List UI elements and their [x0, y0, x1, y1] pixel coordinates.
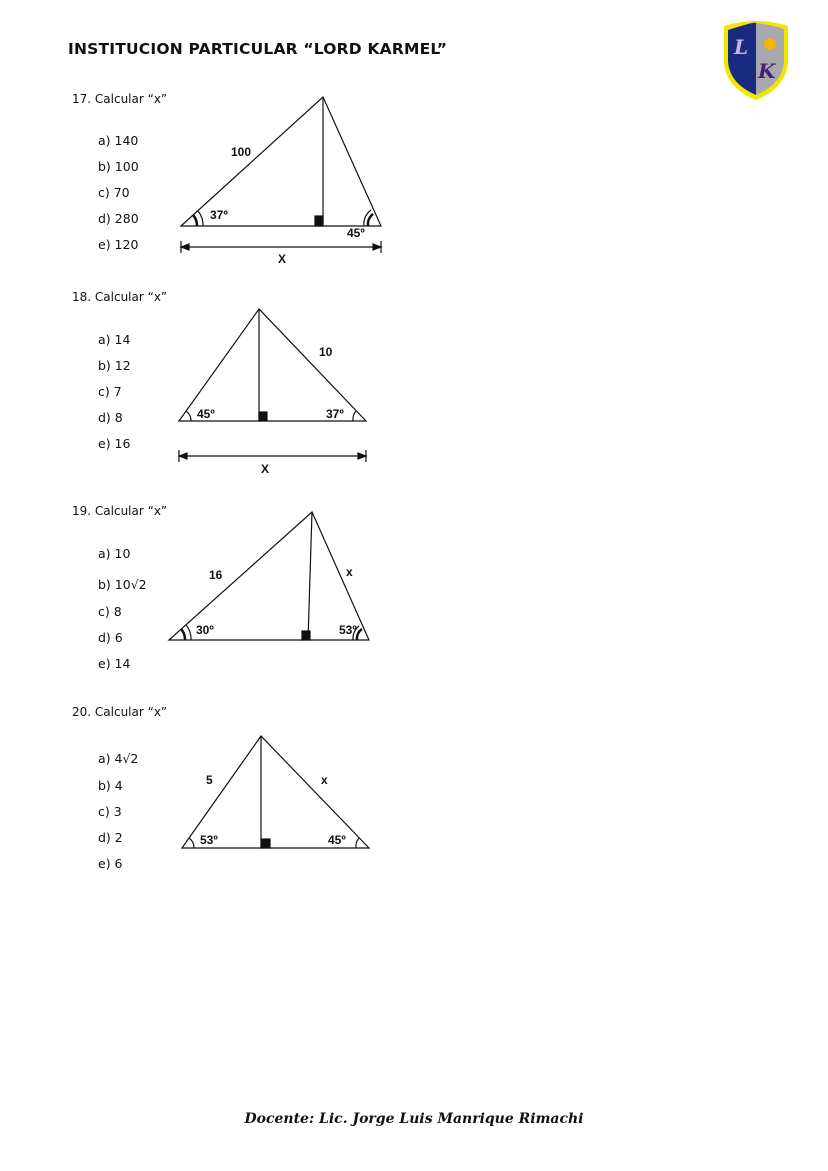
option: d) 280	[98, 211, 139, 226]
option: d) 6	[98, 630, 123, 645]
base-label: X	[261, 462, 270, 476]
question-18-label: 18. Calcular “x”	[72, 290, 168, 304]
angle-right-label: 37º	[326, 407, 344, 421]
option: b) 4	[98, 778, 123, 793]
option: c) 70	[98, 185, 130, 200]
side-label: 100	[231, 145, 252, 159]
angle-left-label: 45º	[197, 407, 215, 421]
question-20-label: 20. Calcular “x”	[72, 705, 168, 719]
option: b) 12	[98, 358, 131, 373]
side-x-label: x	[321, 773, 328, 787]
angle-right-label: 53º	[339, 623, 357, 637]
triangle-17	[181, 97, 381, 266]
angle-left-label: 37º	[210, 208, 228, 222]
question-17-label: 17. Calcular “x”	[72, 92, 168, 106]
side-label: 16	[209, 568, 223, 582]
triangle-19	[169, 512, 369, 640]
option: d) 2	[98, 830, 123, 845]
option: e) 120	[98, 237, 139, 252]
option: e) 14	[98, 656, 131, 671]
option: c) 3	[98, 804, 122, 819]
triangle-18	[179, 309, 366, 476]
option: c) 8	[98, 604, 122, 619]
option: a) 10	[98, 546, 131, 561]
base-label: X	[278, 252, 287, 266]
angle-left-label: 30º	[196, 623, 214, 637]
option: e) 16	[98, 436, 131, 451]
option: a) 140	[98, 133, 139, 148]
side-label: 10	[319, 345, 333, 359]
option: b) 100	[98, 159, 139, 174]
option: e) 6	[98, 856, 123, 871]
question-19-label: 19. Calcular “x”	[72, 504, 168, 518]
option: c) 7	[98, 384, 122, 399]
angle-left-label: 53º	[200, 833, 218, 847]
svg-text:K: K	[758, 59, 776, 83]
side-x-label: x	[346, 565, 353, 579]
option: a) 14	[98, 332, 131, 347]
svg-text:L: L	[734, 35, 749, 59]
side-label: 5	[206, 773, 213, 787]
angle-right-label: 45º	[328, 833, 346, 847]
footer-teacher: Docente: Lic. Jorge Luis Manrique Rimachi	[244, 1111, 584, 1127]
option: b) 10√2	[98, 577, 147, 592]
page-title: INSTITUCION PARTICULAR “LORD KARMEL”	[68, 40, 448, 58]
angle-right-label: 45º	[347, 226, 365, 240]
option: d) 8	[98, 410, 123, 425]
option: a) 4√2	[98, 751, 139, 766]
triangle-20	[182, 736, 369, 848]
